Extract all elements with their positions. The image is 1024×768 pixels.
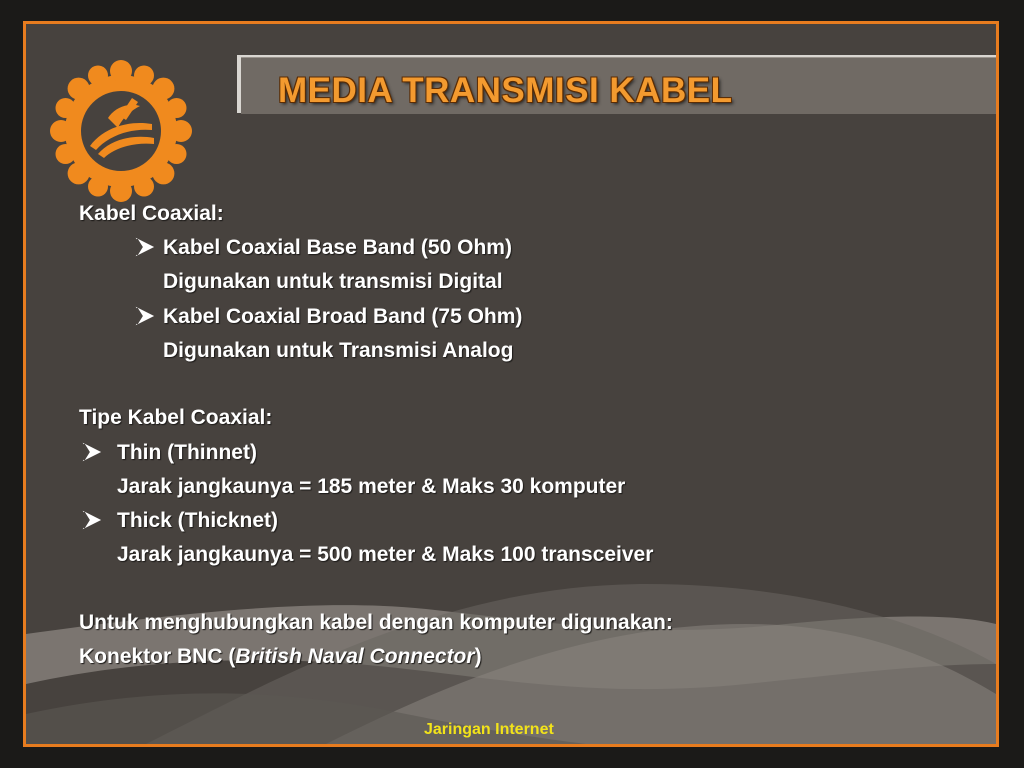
list-item-desc: Jarak jangkaunya = 500 meter & Maks 100 transceiver xyxy=(117,543,654,566)
arrow-bullet-icon xyxy=(135,237,155,257)
list-item-title: Thin (Thinnet) xyxy=(117,441,257,464)
list-item-desc: Jarak jangkaunya = 185 meter & Maks 30 komputer xyxy=(117,475,626,498)
conclusion-line-2 xyxy=(79,645,482,669)
list-item-title: Kabel Coaxial Broad Band (75 Ohm) xyxy=(163,305,523,328)
section1-heading: Kabel Coaxial: xyxy=(79,202,224,225)
list-item-desc: Digunakan untuk transmisi Digital xyxy=(163,270,503,293)
conclusion-suffix: ) xyxy=(474,645,482,668)
university-sun-emblem-icon xyxy=(48,58,194,204)
list-item-desc: Digunakan untuk Transmisi Analog xyxy=(163,339,514,362)
content-panel xyxy=(23,21,999,747)
arrow-bullet-icon xyxy=(135,306,155,326)
footer-label: Jaringan Internet xyxy=(424,721,554,738)
list-item-title: Thick (Thicknet) xyxy=(117,509,279,532)
connector-full-name: British Naval Connector xyxy=(235,645,475,668)
conclusion-prefix: Konektor BNC ( xyxy=(79,645,236,668)
section2-heading: Tipe Kabel Coaxial: xyxy=(79,406,273,429)
slide-title: MEDIA TRANSMISI KABEL xyxy=(278,71,733,110)
arrow-bullet-icon xyxy=(82,510,102,530)
arrow-bullet-icon xyxy=(82,442,102,462)
conclusion-line-1: Untuk menghubungkan kabel dengan komputer digunakan: xyxy=(79,611,673,634)
list-item-title: Kabel Coaxial Base Band (50 Ohm) xyxy=(163,236,512,259)
